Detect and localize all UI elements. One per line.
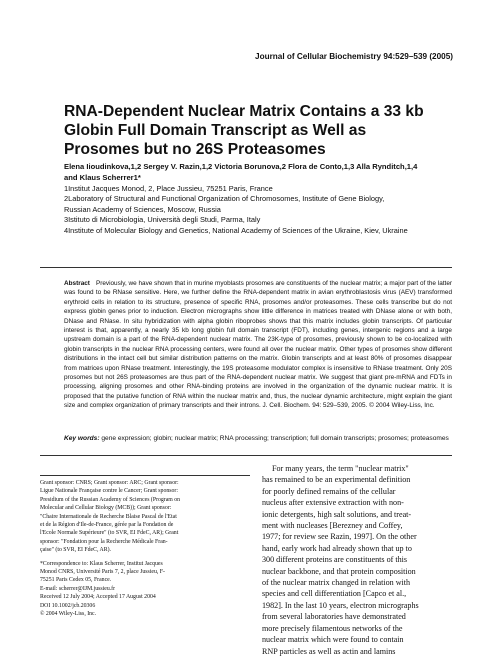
abstract-top-rule bbox=[40, 267, 452, 268]
abstract-label: Abstract bbox=[64, 280, 90, 287]
body-line: RNP particles as well as actin and lamins bbox=[262, 646, 396, 656]
affiliation-list bbox=[64, 184, 474, 236]
body-line: more precisely filamentous networks of the bbox=[262, 623, 403, 633]
footnote-email[interactable]: E-mail: scherrer@IJM.jussieu.fr bbox=[40, 585, 116, 592]
affiliation-line: 4Institute of Molecular Biology and Genetics, National Academy of Sciences of the Ukraine, Kiev, Ukraine bbox=[64, 225, 408, 235]
footnote-line: Received 12 July 2004; Accepted 17 August 2004 bbox=[40, 594, 156, 601]
footnote-line: Monod CNRS, Université Paris 7, 2, place Jussieu, F- bbox=[40, 569, 165, 576]
abstract bbox=[64, 279, 452, 411]
footnote-line: sponsor: "Fondation pour la Recherche Médicale Fran- bbox=[40, 538, 168, 545]
keywords-text: gene expression; globin; nuclear matrix; RNA processing; transcription; full domain transcripts; prosomes; proteasomes bbox=[101, 435, 449, 442]
affiliation-line: 1Institut Jacques Monod, 2, Place Jussieu, 75251 Paris, France bbox=[64, 184, 273, 193]
body-line: has remained to be an experimental definition bbox=[262, 475, 411, 485]
body-text-column bbox=[262, 463, 454, 657]
body-line: nucleus after extensive extraction with non- bbox=[262, 498, 404, 508]
footnote-line: Ligue Nationale Française contre le Cancer; Grant sponsor: bbox=[40, 488, 178, 495]
body-line: 300 different proteins are constituents of this bbox=[262, 555, 408, 565]
body-line: ionic detergents, high salt solutions, and treat- bbox=[262, 509, 412, 519]
body-line: 1977; for review see Razin, 1997]. On the other bbox=[262, 532, 417, 542]
body-line: nuclear backbone, and that protein composition bbox=[262, 566, 416, 576]
body-line: species and cell differentiation [Capco et al., bbox=[262, 589, 407, 599]
author-line: and Klaus Scherrer1* bbox=[64, 173, 141, 182]
abstract-bottom-rule bbox=[40, 455, 452, 456]
footnote-line: çaise" (to SVR, EI FdeC, AR). bbox=[40, 547, 111, 554]
title-line: RNA-Dependent Nuclear Matrix Contains a 33 kb bbox=[64, 103, 424, 120]
author-line: Elena Iioudinkova,1,2 Sergey V. Razin,1,2 Victoria Borunova,2 Flora de Conto,1,3 Alla Rynditch,1,4 bbox=[64, 162, 418, 171]
footnote-line: © 2004 Wiley-Liss, Inc. bbox=[40, 611, 97, 618]
article-title bbox=[64, 102, 464, 159]
footnote-doi[interactable]: DOI 10.1002/jcb.20306 bbox=[40, 602, 96, 609]
body-line: for poorly defined remains of the cellular bbox=[262, 486, 396, 496]
keywords bbox=[64, 434, 452, 443]
abstract-text: Previously, we have shown that in murine myoblasts prosomes are constituents of the nuclear matrix; a major part of the latter was found to be RNase sensitive. Here, we further define the RNA-dependent matrix in avian erythroblastosis virus (AEV) transformed erythroid cells in relation to its structure, presence of specific RNA, prosomes and/or proteasomes. These cells transcribe but do not express globin genes prior to induction. Electron micrographs show little difference in matrices treated with DNase alone or with both, DNase and RNase. In situ hybridization with alpha globin riboprobes shows that this matrix includes globin transcripts. Of particular interest is that, apparently, a nearly 35 kb long globin full domain transcript (FDT), including genes, intergenic regions and a large upstream domain is a part of the RNA-dependent nuclear matrix. The 23K-type of prosomes, previously shown to be co-localized with globin transcripts in the nuclear RNA processing centers, were found all over the nuclear matrix. Other types of prosomes show different distributions in the intact cell but similar distribution patterns on the matrix. Globin transcripts and at least 80% of prosomes disappear from matrices upon RNase treatment. Interestingly, the 19S proteasome modulator complex is insensitive to RNase treatment. Only 20S prosomes but not 26S proteasomes are thus part of the RNA-dependent nuclear matrix. We suggest that giant pre-mRNA and FDTs in processing, aligning prosomes and other RNA-binding proteins are involved in the organization of the dynamic nuclear matrix. It is proposed that the putative function of RNA within the nuclear matrix and, thus, the nuclear dynamic architecture, might explain the giant size and complex organization of primary transcripts and their introns. J. Cell. Biochem. 94: 529–539, 2005. © 2004 Wiley-Liss, Inc. bbox=[64, 280, 452, 410]
footnote-rule bbox=[40, 475, 250, 476]
title-line: Globin Full Domain Transcript as Well as bbox=[64, 122, 367, 139]
affiliation-line: 3Istituto di Microbiologia, Università degli Studi, Parma, Italy bbox=[64, 215, 261, 225]
author-list bbox=[64, 161, 464, 183]
body-line: ment with nucleases [Berezney and Coffey, bbox=[262, 521, 403, 531]
body-line: hand, early work had already shown that up to bbox=[262, 543, 412, 553]
affiliation-line: Russian Academy of Sciences, Moscow, Russia bbox=[64, 204, 221, 214]
footnote-line: et de la Région d'Ile-de-France, gérée par la Fondation de bbox=[40, 522, 174, 529]
body-line: For many years, the term "nuclear matrix" bbox=[272, 464, 409, 473]
footnote-line: Molecular and Cellular Biology (MCB)); Grant sponsor: bbox=[40, 505, 172, 512]
body-line: nuclear matrix which were found to contain bbox=[262, 635, 404, 645]
journal-citation: Journal of Cellular Biochemistry 94:529–539 (2005) bbox=[255, 52, 453, 61]
footnotes bbox=[40, 479, 250, 619]
body-line: of the nuclear matrix changed in relation with bbox=[262, 578, 411, 588]
affiliation-line: 2Laboratory of Structural and Functional Organization of Chromosomes, Institute of Gene Biology, bbox=[64, 194, 385, 204]
title-line: Prosomes but no 26S Proteasomes bbox=[64, 141, 326, 158]
footnote-line: Presidium of the Russian Academy of Sciences (Program on bbox=[40, 496, 181, 503]
footnote-line: "Chaire Internationale de Recherche Blaise Pascal de l'Etat bbox=[40, 513, 177, 520]
body-line: 1982]. In the last 10 years, electron micrographs bbox=[262, 600, 419, 610]
keywords-label: Key words: bbox=[64, 435, 100, 442]
footnote-line: 75251 Paris Cedex 05, France. bbox=[40, 577, 112, 584]
footnote-line: Grant sponsor: CNRS; Grant sponsor: ARC; Grant sponsor: bbox=[40, 480, 179, 486]
body-line: from several laboratories have demonstrated bbox=[262, 612, 406, 622]
footnote-line: *Correspondence to: Klaus Scherrer, Institut Jacques bbox=[40, 560, 163, 567]
footnote-line: l'Ecole Normale Supérieure" (to SVR, EI FdeC, AR); Grant bbox=[40, 530, 179, 537]
